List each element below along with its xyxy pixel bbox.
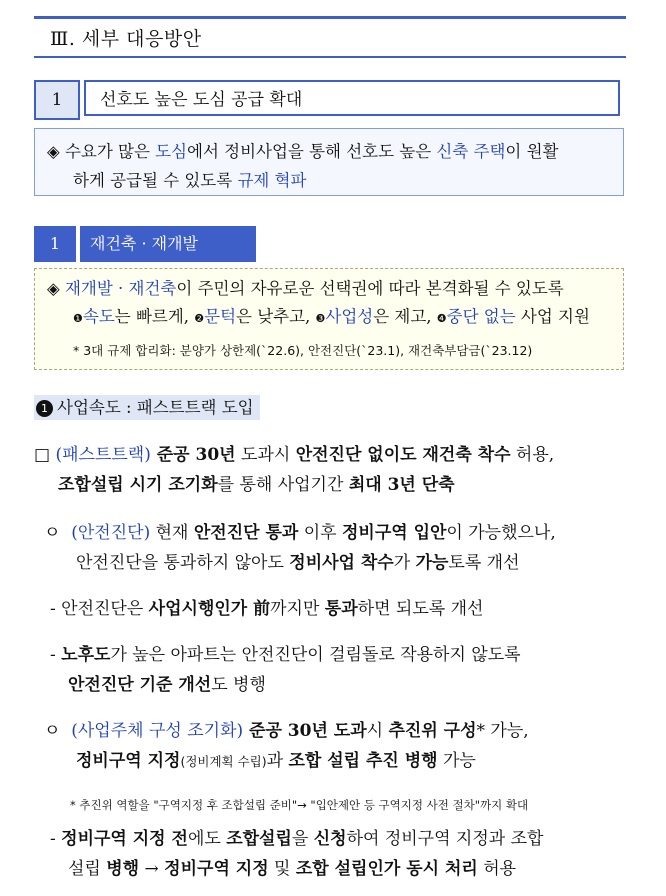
simul-line-2: [50, 854, 543, 884]
simultaneous-processing-paragraph: [50, 824, 543, 884]
circled-1-icon: ❶: [73, 312, 83, 325]
title-number: 1: [34, 80, 80, 120]
aging-paragraph: [50, 640, 521, 700]
circle-bullet-icon: ㅇ: [44, 721, 61, 741]
aging-line-2: [50, 670, 521, 700]
safety-line-1: [44, 518, 556, 548]
bold-text: 조합설립 시기 조기화: [58, 475, 218, 495]
bold-text: 조합 설립인가 동시 처리: [295, 859, 478, 879]
goal-highlight: 사업성: [325, 307, 374, 326]
body-text: 에도: [187, 829, 227, 849]
goal-text: 는 빠르게,: [114, 307, 195, 326]
fast-track-line-1: [34, 440, 554, 470]
diamond-bullet-icon: ◈: [47, 142, 60, 161]
bold-text: 안전진단 기준 개선: [68, 675, 212, 695]
checkbox-square-icon: □: [34, 445, 51, 465]
inspection-timing-paragraph: [50, 594, 483, 624]
speed-heading-highlight: [34, 395, 260, 420]
bold-text: 정비구역 지정: [76, 751, 181, 771]
body-text: 시: [366, 721, 389, 741]
body-text: 이후: [298, 523, 342, 543]
circled-4-icon: ❹: [436, 312, 447, 325]
body-text: 를 통해 사업기간: [217, 475, 349, 495]
body-text: 도 병행: [211, 675, 266, 695]
body-text: 하여 정비구역 지정과 조합: [346, 829, 544, 849]
early-formation-note: * 추진위 역할을 "구역지정 후 조합설립 준비"→ "입안제안 등 구역지정 사전 절차"까지 확대: [70, 798, 529, 812]
section-bottom-rule: [34, 56, 626, 58]
policy-goal-box: [34, 268, 624, 370]
dash-bullet: -: [50, 829, 56, 849]
bold-text: 정비구역 지정: [164, 859, 269, 879]
goal-footnote: * 3대 규제 합리화: 분양가 상한제(`22.6), 안전진단(`23.1), 재건축부담금(`23.12): [73, 343, 533, 358]
summary-highlight: 도심: [155, 142, 188, 161]
body-text: 가: [393, 553, 416, 573]
body-text: 안전진단을 통과하지 않아도: [76, 553, 290, 573]
circle-bullet-icon: ㅇ: [44, 523, 61, 543]
goal-text: 은 낮추고,: [236, 307, 316, 326]
bold-text: 최대 3년 단축: [348, 475, 455, 495]
small-text: (정비계획 수립): [180, 754, 267, 769]
body-text: 하면 되도록 개선: [357, 599, 484, 619]
body-text: 가능: [437, 751, 476, 771]
simul-line-1: [50, 824, 543, 854]
subsection-title: 재건축 · 재개발: [80, 226, 256, 262]
safety-line-2: [44, 548, 556, 578]
bold-text: 병행: [106, 859, 140, 879]
bold-text: 사업시행인가 前: [148, 599, 271, 619]
summary-text: 이 원활: [505, 142, 559, 161]
bold-text: 안전진단 통과: [193, 523, 299, 543]
body-text: 안전진단은: [61, 599, 149, 619]
early-formation-label: (사업주체 구성 조기화): [71, 721, 244, 741]
bold-text: 안전진단 없이도 재건축 착수: [295, 445, 511, 465]
bold-text: 조합 설립 추진 병행: [288, 751, 438, 771]
body-text: 허용: [477, 859, 517, 879]
body-text: 가 높은 아파트는 안전진단이 걸림돌로 작용하지 않도록: [110, 645, 521, 665]
goal-text: 은 제고,: [373, 307, 437, 326]
body-text: 을: [291, 829, 314, 849]
bold-text: 정비사업 착수: [289, 553, 394, 573]
bold-text: 가능: [415, 553, 449, 573]
circled-3-icon: ❸: [315, 312, 326, 325]
section-header: [34, 16, 626, 58]
summary-text: 에서 정비사업을 통해 선호도 높은: [187, 142, 437, 161]
circled-2-icon: ❷: [194, 312, 205, 325]
dash-bullet: -: [50, 599, 56, 619]
summary-line-1: [47, 137, 611, 166]
body-text: 까지만: [270, 599, 325, 619]
section-top-rule: [34, 16, 626, 19]
early-line-1: [44, 716, 529, 746]
body-text: 이 가능했으나,: [446, 523, 556, 543]
fast-track-paragraph: [34, 440, 554, 500]
goal-text: 사업 지원: [515, 307, 590, 326]
goal-line-2: [47, 303, 611, 331]
summary-text: 하게 공급될 수 있도록: [73, 171, 238, 190]
title-text: 선호도 높은 도심 공급 확대: [84, 80, 620, 116]
goal-highlight: 재개발 · 재건축: [64, 279, 177, 298]
early-line-2: [44, 746, 529, 777]
speed-heading: [34, 394, 260, 424]
summary-line-2: [47, 166, 611, 195]
summary-box: [34, 128, 624, 196]
subsection-number: 1: [34, 226, 76, 262]
body-text: * 가능,: [476, 721, 529, 741]
goal-highlight: 중단 없는: [446, 307, 516, 326]
summary-highlight: 규제 혁파: [237, 171, 307, 190]
summary-highlight: 신축 주택: [436, 142, 506, 161]
arrow-icon: →: [139, 859, 165, 879]
body-text: 토록 개선: [448, 553, 520, 573]
filled-circle-number-icon: 1: [36, 400, 53, 417]
body-text: 도과시: [235, 445, 296, 465]
summary-text: 수요가 많은: [64, 142, 156, 161]
goal-text: 이 주민의 자유로운 선택권에 따라 본격화될 수 있도록: [176, 279, 564, 298]
safety-inspection-paragraph: [44, 518, 556, 578]
fast-track-label: (패스트트랙): [55, 445, 151, 465]
aging-line-1: [50, 640, 521, 670]
bold-text: 통과: [324, 599, 358, 619]
early-formation-paragraph: [44, 716, 529, 777]
bold-text: 준공 30년 도과: [243, 721, 367, 741]
bold-text: 정비구역 지정 전: [61, 829, 188, 849]
title-box: [34, 80, 626, 120]
body-text: 설립: [68, 859, 107, 879]
body-text: 과: [266, 751, 289, 771]
bold-text: 준공 30년: [150, 445, 236, 465]
body-text: 및: [268, 859, 296, 879]
bold-text: 정비구역 입안: [341, 523, 447, 543]
body-text: 허용,: [510, 445, 555, 465]
bold-text: 신청: [313, 829, 347, 849]
diamond-bullet-icon: ◈: [47, 279, 60, 298]
goal-highlight: 문턱: [204, 307, 237, 326]
body-text: 현재: [150, 523, 194, 543]
section-title: Ⅲ. 세부 대응방안: [50, 28, 202, 50]
speed-heading-text: 사업속도 : 패스트트랙 도입: [57, 398, 254, 417]
fast-track-line-2: [34, 470, 554, 500]
bold-text: 노후도: [61, 645, 111, 665]
dash-bullet: -: [50, 645, 56, 665]
bold-text: 조합설립: [226, 829, 292, 849]
goal-highlight: 속도: [82, 307, 115, 326]
bold-text: 추진위 구성: [388, 721, 477, 741]
safety-label: (안전진단): [71, 523, 151, 543]
goal-line-1: [47, 275, 611, 303]
